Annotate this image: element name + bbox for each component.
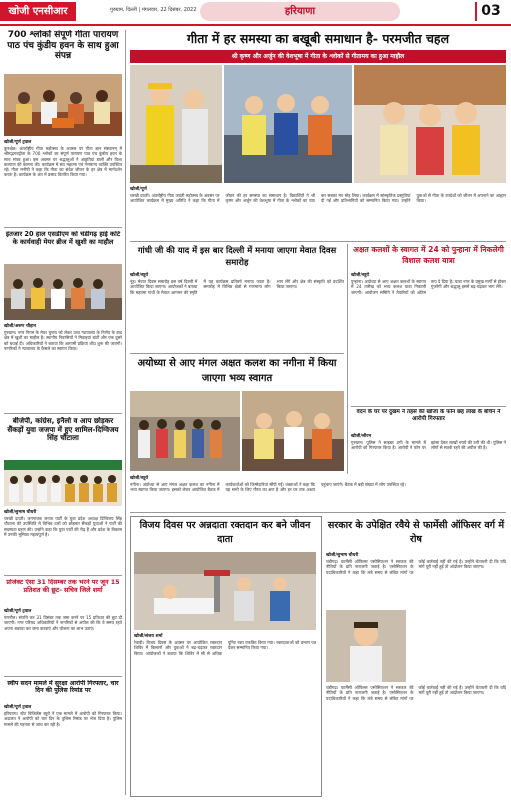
ayodhya-headline: अयोध्या से आए मंगल अक्षत कलश का नगीना में किया जाएगा भव्य स्वागत	[137, 358, 337, 384]
vijay-diwas-body: रेवाड़ी। विजय दिवस के अवसर पर आयोजित रक्तदान शिविर में किसानों और युवाओं ने बढ़-चढ़कर रक्तदान किया। आयोजकों ने बताया कि शिविर में सौ से अधिक यूनिट रक्त एकत्रित किया गया। रक्तदाताओं को प्रमाण पत्र देकर सम्मानित किया गया।	[134, 640, 316, 656]
khadya-byline: खोजी/पूर्ण ट्रवाल	[4, 705, 32, 710]
bjp-congress-byline: खोजी/सुभाष चौधरी	[4, 510, 37, 515]
divider	[351, 406, 506, 407]
project-body: नारनौल। संपत्ति कर 31 दिसंबर तक जमा करने पर 15 प्रतिशत की छूट दी जाएगी। नगर परिषद अधिकारियों ने नागरिकों से अपील की कि वे समय रहते अपना बकाया कर जमा करवाएं और योजना का लाभ उठाएं।	[4, 615, 122, 631]
gandhi-body: नूंह। मेवात दिवस समारोह इस वर्ष दिल्ली में आयोजित किया जाएगा। आयोजकों ने बताया कि महात्मा गांधी के मेवात आगमन की स्मृति में यह कार्यक्रम प्रतिवर्ष मनाया जाता है। समारोह में विभिन्न क्षेत्रों से गणमान्य लोग भाग लेंगे और क्षेत्र की संस्कृति को प्रदर्शित किया जाएगा।	[130, 279, 344, 295]
bjp-congress-photo	[4, 460, 122, 506]
gita-havan-headline: 700 श्लोकों संपूर्ण गीता पारायण पाठ पंच कुंडीय हवन के साथ हुआ संपन्न	[7, 30, 119, 61]
gita-lead-byline: खोजी/पूर्ण	[130, 187, 147, 192]
sdm-court-headline: इंतजार 20 हाल एसडीएम को चंडीगढ़ हाई कोर्ट के कार्यवाही मेयर ब्रीज में खुशी का माहौल	[5, 231, 121, 246]
project-byline: खोजी/पूर्ण ट्रवाल	[4, 609, 32, 614]
akshat-kalash-body: पुन्हाना। अयोध्या से आए अक्षत कलशों के स्वागत में 24 तारीख को भव्य कलश यात्रा निकाली जाएगी। आयोजन समिति ने तैयारियों को अंतिम रूप दे दिया है। यात्रा नगर के प्रमुख मार्गों से होकर गुजरेगी और श्रद्धालु इसमें बढ़-चढ़कर भाग लेंगे।	[351, 279, 506, 295]
project-headline: प्रोजेक्ट ऐसा 31 दिसम्बर तक भरने पर जून 15 प्रतिशत की छूट- सचिव जिले शर्मा	[6, 579, 120, 594]
khadya-headline: स्वीप सदन मामले में सुरक्षा आरोपी गिरफ्तार, चार दिन की पुलिस रिमांड पर	[7, 680, 119, 695]
bjp-congress-body: चरखी दादरी। जननायक जनता पार्टी के युवा प्रदेश अध्यक्ष दिग्विजय सिंह चौटाला की उपस्थिति में विभिन्न दलों को छोड़कर सैंकड़ों युवाओं ने पार्टी की सदस्यता ग्रहण की। उन्होंने कहा कि युवा पार्टी की रीढ़ हैं और प्रदेश के विकास में उनकी भूमिका महत्वपूर्ण है।	[4, 516, 122, 537]
sdm-court-photo	[4, 264, 122, 320]
divider	[4, 676, 122, 677]
pharmacy-photo	[326, 610, 406, 682]
masthead	[0, 0, 511, 26]
pharmacy-body-top: चंडीगढ़। फार्मेसी ऑफिसर एसोसिएशन ने सरकार की नीतियों के प्रति नाराजगी जताई है। एसोसिएशन के पदाधिकारियों ने कहा कि लंबे समय से लंबित मांगों पर कोई कार्रवाई नहीं की गई है। उन्होंने चेतावनी दी कि यदि मांगें पूरी नहीं हुईं तो आंदोलन किया जाएगा।	[326, 559, 506, 575]
divider	[130, 512, 506, 513]
sdm-court-byline: खोजी/अरुण चौहान	[4, 324, 37, 329]
ayodhya-body: नगीना। अयोध्या से आए मंगल अक्षत कलश का नगीना में भव्य स्वागत किया जाएगा। इसको लेकर आयोजित बैठक में कार्यकर्ताओं को जिम्मेदारियां सौंपी गईं। वक्ताओं ने कहा कि यह सभी के लिए गौरव का क्षण है और हर घर तक अक्षत पहुंचाए जाएंगे। बैठक में बड़ी संख्या में लोग उपस्थित रहे।	[130, 482, 406, 493]
divider	[4, 413, 122, 414]
ayodhya-photo-2	[242, 391, 344, 471]
gita-lead-headline: गीता में हर समस्या का बखूबी समाधान है- परमजीत चहल	[186, 31, 450, 46]
pharmacy-byline: खोजी/सुभाष चौधरी	[326, 553, 359, 558]
khadya-body: हरियाणा। स्टेट विजिलेंस ब्यूरो ने एक मामले में आरोपी को गिरफ्तार किया। अदालत ने आरोपी को चार दिन के पुलिस रिमांड पर भेज दिया है। पुलिस मामले की गहनता से जांच कर रही है।	[4, 711, 122, 727]
sdm-court-body: गुरुग्राम। नगर निगम के मेयर चुनाव को लेकर उच्च न्यायालय के निर्णय के बाद क्षेत्र में खुशी का माहौल है। स्थानीय निवासियों ने मिठाइयां बांटीं और एक दूसरे को बधाई दी। अधिकारियों ने बताया कि आगामी प्रक्रिया शीघ्र शुरू की जाएगी। नागरिकों ने न्यायालय के फैसले का स्वागत किया।	[4, 330, 122, 351]
vijay-diwas-byline: खोजी/संजय शर्मा	[134, 634, 163, 639]
ayodhya-photo-1	[130, 391, 240, 471]
bjp-congress-headline: बीजेपी, कांग्रेस, इनैलो व आप छोड़कर सैंकड़ों युवा जजपा में हुए शामिल-दिग्विजय सिंह चौटाला	[7, 417, 119, 443]
gandhi-headline: गांधी जी की याद में इस बार दिल्ली में मनाया जाएगा मेवात दिवस समारोह	[137, 245, 337, 267]
gita-havan-photo	[4, 74, 122, 136]
gita-havan-body: कुरुक्षेत्र। अंतर्राष्ट्रीय गीता महोत्सव के अवसर पर गीता ज्ञान संस्थानम् में श्रीमद्भगवद्गीता के 700 श्लोकों का संपूर्ण पारायण पाठ पंच कुंडीय हवन के साथ संपन्न हुआ। इस अवसर पर श्रद्धालुओं ने आहुतियां डालीं और विश्व कल्याण की कामना की। कार्यक्रम में संत महात्मा एवं गणमान्य व्यक्ति उपस्थित रहे। गीता मनीषी ने कहा कि गीता का संदेश जीवन के हर क्षेत्र में मार्गदर्शन करता है। कार्यक्रम के अंत में प्रसाद वितरित किया गया।	[4, 146, 122, 178]
divider	[4, 575, 122, 576]
ayodhya-byline: खोजी/ब्यूरो	[130, 476, 149, 481]
vijay-diwas-photo	[134, 552, 316, 630]
divider	[130, 353, 344, 354]
vandan-body: गुरुग्राम। पुलिस ने साइबर ठगी के मामले में आरोपी को गिरफ्तार किया है। आरोपी ने फोन पर झांसा देकर लाखों रुपये की ठगी की थी। पुलिस ने लोगों से सतर्क रहने की अपील की है।	[351, 440, 506, 451]
gita-lead-photo-1	[130, 65, 222, 183]
gita-lead-photo-3	[354, 65, 506, 183]
vandan-byline: खोजी/सौरभ	[351, 434, 372, 439]
pharmacy-headline: सरकार के उपेक्षित रवैये से फार्मेसी ऑफिसर वर्ग में रोष	[327, 520, 505, 545]
akshat-kalash-byline: खोजी/ब्यूरो	[351, 273, 370, 278]
gita-lead-body: चरखी दादरी। अंतर्राष्ट्रीय गीता जयंती महोत्सव के अवसर पर आयोजित कार्यक्रम में मुख्य अतिथि ने कहा कि गीता में जीवन की हर समस्या का समाधान है। विद्यार्थियों ने श्री कृष्ण और अर्जुन की वेशभूषा में गीता के श्लोकों का पाठ कर सबका मन मोह लिया। कार्यक्रम में सांस्कृतिक प्रस्तुतियां दी गईं और प्रतिभागियों को सम्मानित किया गया। उन्होंने युवाओं से गीता के उपदेशों को जीवन में अपनाने का आह्वान किया।	[130, 193, 506, 204]
vijay-diwas-headline: विजय दिवस पर अन्नदाता रक्तदान कर बने जीवन दाता	[139, 520, 311, 545]
gandhi-byline: खोजी/ब्यूरो	[130, 273, 149, 278]
pharmacy-body-bottom: चंडीगढ़। फार्मेसी ऑफिसर एसोसिएशन ने सरकार की नीतियों के प्रति नाराजगी जताई है। एसोसिएशन के पदाधिकारियों ने कहा कि लंबे समय से लंबित मांगों पर कोई कार्रवाई नहीं की गई है। उन्होंने चेतावनी दी कि यदि मांगें पूरी नहीं हुईं तो आंदोलन किया जाएगा।	[326, 685, 506, 701]
column-divider	[347, 244, 348, 474]
brand-name: खोजी एनसीआर	[0, 2, 76, 21]
akshat-kalash-headline: अक्षत कलशों के स्वागत में 24 को पुन्हाना में निकलेगी विशाल कलश यात्रा	[353, 245, 504, 265]
divider	[130, 241, 506, 242]
divider	[4, 227, 122, 228]
gita-lead-banner: श्री कृष्ण और अर्जुन की वेशभूषा में गीता के श्लोकों से गीतामय का हुआ माहौल	[130, 50, 506, 63]
dateline: गुरुग्राम, दिल्ली | मंगलवार, 22 दिसंबर, 2022	[110, 7, 197, 13]
gita-lead-photo-2	[224, 65, 352, 183]
column-divider	[125, 30, 126, 795]
section-title: हरियाणा	[200, 2, 400, 21]
vandan-headline: वंदन के घर पर दुखम ने तहसें की खोजा के फोन छह लाख के बचिन ने आरोपी गिरफ्तार	[356, 409, 501, 422]
page-number: 03	[475, 2, 505, 21]
gita-havan-byline: खोजी/पूर्ण ट्रवाल	[4, 140, 32, 145]
